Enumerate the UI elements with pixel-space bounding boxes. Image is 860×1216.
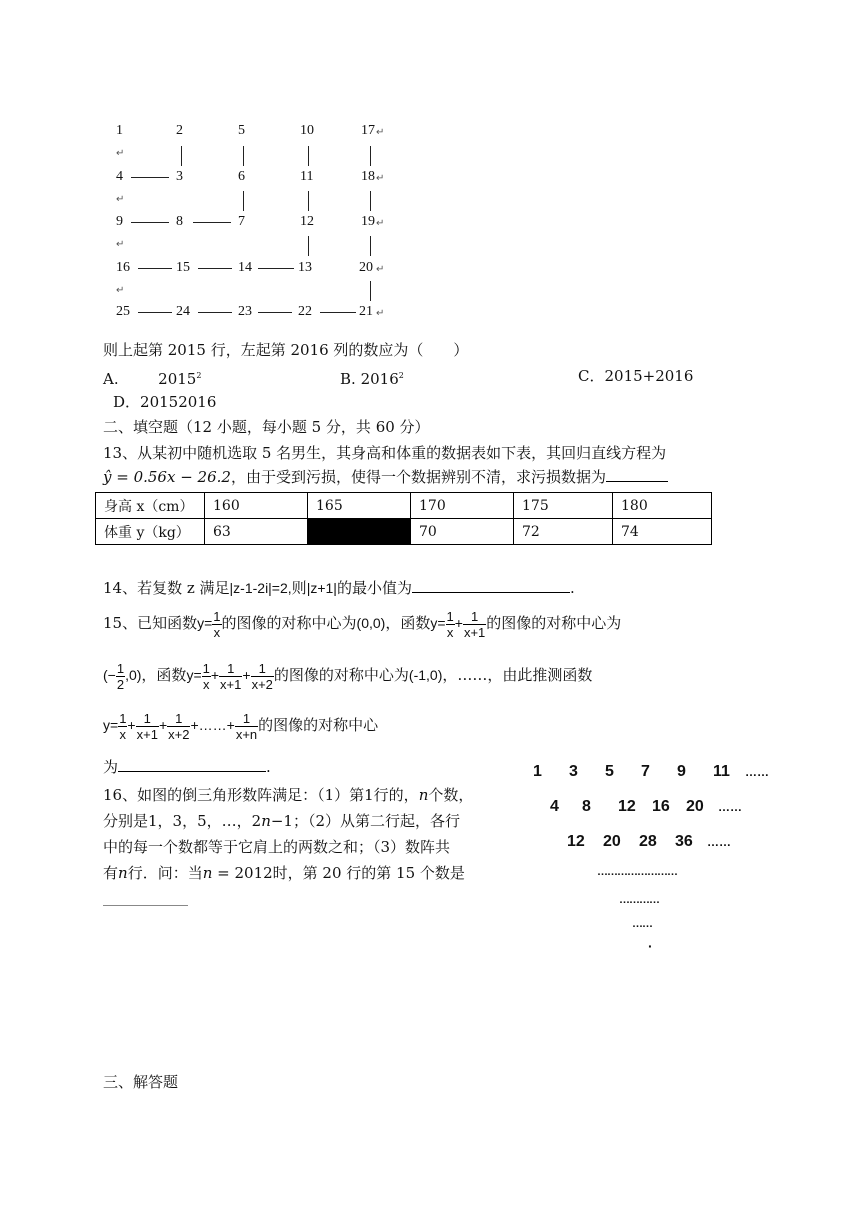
q14-end: . (569, 579, 575, 597)
q14-mid: 则 (291, 579, 307, 597)
q15-center: (-1,0) (408, 667, 443, 683)
grid-cell: 14 (238, 260, 252, 275)
frac-den: x (446, 624, 454, 640)
triangle-cell: 12 (618, 798, 636, 815)
option-value: 2015 (158, 370, 197, 388)
answer-blank (606, 467, 668, 482)
fraction (167, 711, 190, 742)
q15-text: 的图像的对称中心为 (273, 666, 409, 684)
q12-option-b (340, 366, 404, 389)
grid-cell: 1 (116, 123, 123, 138)
regression-equation: ŷ = 0.56x − 26.2 (103, 468, 231, 486)
q14 (103, 578, 575, 598)
grid-cell: 5 (238, 123, 245, 138)
section-2-title: 二、填空题（12 小题，每小题 5 分，共 60 分） (103, 418, 430, 436)
grid-connector (308, 191, 309, 211)
triangle-cell: 8 (582, 798, 591, 815)
q12-option-d: D．20152016 (113, 393, 217, 411)
triangle-cell: 20 (686, 798, 704, 815)
q15-line1 (103, 608, 621, 640)
grid-connector (131, 222, 169, 223)
frac-num: 1 (119, 710, 127, 726)
q15-line4 (103, 757, 271, 777)
grid-connector (198, 312, 232, 313)
triangle-cell: 4 (550, 798, 559, 815)
q15-text: 的图像的对称中心 (258, 716, 379, 734)
frac-den: x+1 (463, 624, 486, 640)
grid-cell: 24 (176, 304, 190, 319)
grid-connector (138, 268, 172, 269)
q14-condition: |z-1-2i|=2, (229, 580, 292, 596)
q15-line3 (103, 710, 378, 742)
grid-cell: 7 (238, 214, 245, 229)
grid-cell: 17 (361, 123, 375, 138)
frac-den: x+2 (251, 676, 273, 692)
frac-num: 1 (136, 711, 159, 727)
grid-connector (131, 177, 169, 178)
grid-cell: 22 (298, 304, 312, 319)
plus-sign: + (127, 717, 136, 733)
grid-cell: 19 (361, 214, 375, 229)
frac-num: 1 (235, 711, 258, 727)
q14-prefix: 14、若复数 z 满足 (103, 579, 230, 597)
plus-sign: + (242, 667, 251, 683)
answer-blank (103, 905, 188, 906)
var-n: n (261, 812, 271, 830)
frac-den: x+n (235, 726, 258, 742)
fraction (219, 661, 242, 692)
fraction (251, 661, 274, 692)
q14-suffix: 的最小值为 (336, 579, 412, 597)
grid-connector (370, 146, 371, 166)
table-cell: 170 (411, 493, 514, 519)
fraction (212, 609, 221, 640)
triangle-ellipsis: …… (707, 835, 731, 849)
triangle-cell: 3 (569, 763, 578, 780)
q12-option-c: C．2015+2016 (578, 367, 694, 385)
grid-cell: 16 (116, 260, 130, 275)
plus-sign: + (210, 667, 220, 683)
q13-line2-text: ，由于受到污损，使得一个数据辨别不清，求污损数据为 (230, 468, 606, 486)
option-exponent: 2 (196, 371, 202, 380)
table-cell: 63 (205, 519, 308, 545)
grid-connector (320, 312, 356, 313)
q15-text: 的图像的对称中心为 (221, 614, 357, 632)
q16-line3: 中的每一个数都等于它肩上的两数之和；（3）数阵共 (103, 838, 451, 856)
frac-num: 1 (219, 661, 242, 677)
triangle-row-6: …… (632, 918, 652, 930)
grid-cell: 6 (238, 169, 245, 184)
grid-connector (258, 268, 294, 269)
q15-func: y= (186, 667, 202, 683)
frac-den: x (119, 726, 127, 742)
q12-question: 则上起第 2015 行，左起第 2016 列的数应为（ ） (103, 341, 469, 359)
triangle-ellipsis: …… (718, 800, 742, 814)
triangle-cell: 7 (641, 763, 650, 780)
q16-text: −1；（2）从第二行起，各行 (270, 812, 461, 830)
grid-cell: 25 (116, 304, 130, 319)
q16-line2 (103, 811, 460, 831)
return-mark: ↵ (376, 218, 385, 229)
grid-connector (308, 236, 309, 256)
q13-data-table (95, 492, 712, 545)
var-n: n (418, 786, 429, 804)
fraction (136, 711, 159, 742)
q15-center: ,0) (125, 667, 142, 683)
fraction (235, 711, 258, 742)
return-mark: ↵ (376, 173, 385, 184)
triangle-cell: 11 (713, 763, 730, 780)
q15-end: . (266, 758, 271, 776)
q16-text: 16、如图的倒三角形数阵满足：（1）第1行的， (103, 786, 419, 804)
frac-num: 1 (167, 711, 190, 727)
triangle-cell: 36 (675, 833, 693, 850)
return-mark: ↵ (116, 285, 125, 296)
option-label: A. (103, 370, 119, 388)
table-cell: 身高 x（cm） (96, 493, 205, 519)
grid-connector (243, 146, 244, 166)
q16-text: 个数， (428, 786, 474, 804)
frac-num: 1 (116, 660, 125, 676)
frac-den: x+1 (220, 676, 242, 692)
var-n: n (202, 864, 213, 882)
table-row (96, 519, 712, 545)
triangle-cell: 12 (567, 833, 585, 850)
triangle-row-1 (533, 763, 769, 781)
grid-cell: 21 (359, 304, 373, 319)
frac-den: x (213, 624, 221, 640)
table-cell: 165 (308, 493, 411, 519)
q15-func: y= (430, 615, 446, 631)
q15-text: 为 (103, 758, 119, 776)
fraction (446, 609, 455, 640)
frac-den: 2 (116, 676, 125, 692)
table-cell: 70 (411, 519, 514, 545)
frac-den: x+2 (168, 726, 190, 742)
grid-cell: 2 (176, 123, 183, 138)
grid-connector (258, 312, 292, 313)
answer-blank (412, 578, 570, 593)
frac-den: x (202, 676, 210, 692)
grid-cell: 11 (300, 169, 314, 184)
triangle-row-2 (550, 798, 742, 816)
grid-connector (370, 191, 371, 211)
triangle-cell: 1 (533, 763, 542, 780)
triangle-row-7: · (648, 938, 653, 954)
triangle-ellipsis: …… (745, 765, 769, 779)
grid-cell: 15 (176, 260, 190, 275)
q16-text: 分别是1，3，5，…，2 (103, 812, 262, 830)
grid-connector (193, 222, 231, 223)
q13-line1: 13、从某初中随机选取 5 名男生，其身高和体重的数据表如下表，其回归直线方程为 (103, 444, 667, 462)
table-cell: 体重 y（kg） (96, 519, 205, 545)
table-cell: 72 (514, 519, 613, 545)
plus-sign: + (454, 615, 463, 631)
q15-center: (0,0) (356, 615, 386, 631)
grid-connector (181, 146, 182, 166)
grid-cell: 23 (238, 304, 252, 319)
q15-text: 的图像的对称中心为 (486, 614, 622, 632)
grid-connector (370, 281, 371, 301)
return-mark: ↵ (376, 127, 385, 138)
grid-connector (198, 268, 232, 269)
grid-cell: 9 (116, 214, 123, 229)
triangle-row-5: ………… (619, 894, 659, 906)
grid-cell: 13 (298, 260, 312, 275)
fraction (463, 609, 486, 640)
q15-text: ，函数 (141, 666, 187, 684)
q15-text: ，……，由此推测函数 (442, 666, 593, 684)
table-cell: 175 (514, 493, 613, 519)
q15-center: (− (103, 667, 116, 683)
q15-func: y= (197, 615, 213, 631)
section-3-title: 三、解答题 (103, 1073, 179, 1091)
grid-cell: 8 (176, 214, 183, 229)
grid-connector (308, 146, 309, 166)
triangle-row-4: …………………… (597, 866, 677, 878)
table-cell: 160 (205, 493, 308, 519)
q16-line4 (103, 863, 465, 883)
option-exponent: 2 (398, 371, 404, 380)
grid-cell: 4 (116, 169, 123, 184)
fraction (116, 661, 125, 692)
q15-text: 15、已知函数 (103, 614, 198, 632)
triangle-row-3 (567, 833, 731, 851)
var-n: n (118, 864, 128, 882)
answer-blank (118, 757, 266, 772)
q15-func: y= (103, 717, 119, 733)
table-row (96, 493, 712, 519)
return-mark: ↵ (116, 194, 125, 205)
frac-num: 1 (251, 661, 274, 677)
q16-text: 行．问：当 (127, 864, 203, 882)
frac-num: 1 (463, 609, 486, 625)
q15-text: ，函数 (385, 614, 431, 632)
q15-line2 (103, 660, 592, 692)
return-mark: ↵ (376, 308, 385, 319)
grid-cell: 3 (176, 169, 183, 184)
q16-line1 (103, 785, 473, 805)
q16-text: = 2012时，第 20 行的第 15 个数是 (212, 864, 465, 882)
q12-option-a (103, 366, 201, 389)
q16-text: 有 (103, 864, 119, 882)
table-cell: 180 (613, 493, 712, 519)
frac-den: x+1 (136, 726, 158, 742)
grid-cell: 12 (300, 214, 314, 229)
triangle-cell: 16 (652, 798, 670, 815)
ellipsis-sum: +……+ (190, 717, 235, 733)
frac-num: 1 (213, 608, 221, 624)
plus-sign: + (158, 717, 168, 733)
return-mark: ↵ (116, 148, 125, 159)
fraction (202, 661, 211, 692)
triangle-cell: 28 (639, 833, 657, 850)
smudged-cell (308, 519, 411, 545)
triangle-cell: 9 (677, 763, 686, 780)
option-value: 2016 (360, 370, 399, 388)
grid-cell: 18 (361, 169, 375, 184)
grid-cell: 20 (359, 260, 373, 275)
grid-connector (138, 312, 172, 313)
triangle-cell: 5 (605, 763, 614, 780)
grid-connector (370, 236, 371, 256)
grid-cell: 10 (300, 123, 314, 138)
triangle-cell: 20 (603, 833, 621, 850)
grid-connector (243, 191, 244, 211)
option-label: B. (340, 370, 356, 388)
q14-abs: |z+1| (306, 580, 337, 596)
table-cell: 74 (613, 519, 712, 545)
return-mark: ↵ (376, 264, 385, 275)
frac-num: 1 (446, 608, 454, 624)
frac-num: 1 (202, 660, 210, 676)
return-mark: ↵ (116, 239, 125, 250)
q13-line2 (103, 467, 668, 487)
